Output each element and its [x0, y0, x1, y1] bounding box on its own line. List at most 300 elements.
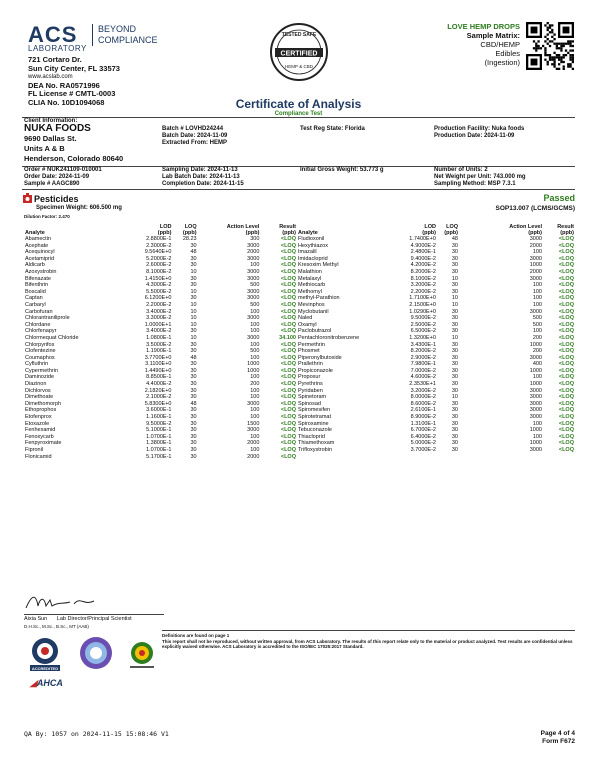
- result-value: <LOQ: [558, 440, 574, 447]
- action-level-value: 1000: [529, 367, 542, 374]
- result-value: <LOQ: [280, 282, 296, 289]
- analyte-name: Dichlorvos: [25, 387, 51, 394]
- result-value: <LOQ: [558, 414, 574, 421]
- table-row: [297, 394, 575, 401]
- loq-value: 10: [451, 334, 458, 341]
- col-analyte: Analyte: [298, 230, 318, 236]
- sample-number: Sample # AAGC890: [24, 181, 80, 187]
- lod-value: 1.4490E+0: [144, 367, 172, 374]
- loq-value: 30: [190, 328, 197, 335]
- table-row: [24, 276, 297, 283]
- analyte-name: Abamectin: [25, 236, 51, 242]
- loq-value: 10: [451, 295, 458, 302]
- results-table-right: [297, 224, 575, 454]
- result-value: <LOQ: [280, 361, 296, 368]
- table-header: [24, 224, 297, 236]
- logo-tagline: [92, 24, 158, 46]
- signature-line: [24, 614, 164, 615]
- action-level-value: 100: [250, 407, 260, 414]
- result-value: <LOQ: [558, 407, 574, 414]
- dilution-factor: Dilution Factor: 2.470: [24, 214, 70, 219]
- action-level-value: 2000: [247, 453, 260, 460]
- product-name: LOVE HEMP DROPS: [447, 22, 520, 31]
- lod-value: 2.6000E-2: [146, 262, 172, 269]
- loq-value: 30: [190, 282, 197, 289]
- loq-value: 10: [190, 321, 197, 328]
- loq-value: 30: [451, 354, 458, 361]
- page-number: Page 4 of 4: [540, 730, 575, 737]
- order-number: Order # NUK241109-010001: [24, 167, 102, 173]
- analyte-name: Acequinocyl: [25, 249, 55, 256]
- analyte-name: Paclobutrazol: [298, 328, 332, 335]
- action-level-value: 100: [250, 354, 260, 361]
- lod-value: 7.0000E-2: [410, 367, 436, 374]
- lod-value: 3.2000E-2: [410, 282, 436, 289]
- action-level-value: 100: [532, 420, 542, 427]
- table-row: [297, 322, 575, 329]
- loq-value: 30: [190, 447, 197, 453]
- loq-value: 48: [190, 354, 197, 361]
- table-row: [24, 282, 297, 289]
- analyte-name: Fenoxycarb: [25, 433, 54, 440]
- lod-value: 6.7000E-2: [410, 427, 436, 434]
- action-level-value: 3000: [529, 407, 542, 414]
- seal-text: CERTIFIED: [280, 50, 318, 58]
- action-level-value: 500: [250, 348, 260, 355]
- analyte-name: Spiroxamine: [298, 420, 329, 427]
- lod-value: 6.1200E+0: [144, 295, 172, 302]
- analyte-name: Permethrin: [298, 341, 325, 348]
- loq-value: 30: [451, 308, 458, 315]
- definitions-note: Definitions are found on page 1: [162, 633, 230, 638]
- table-row: [297, 295, 575, 302]
- table-row: [297, 414, 575, 421]
- lod-value: 9.5000E-2: [146, 420, 172, 427]
- lod-value: 2.2000E-2: [146, 301, 172, 308]
- analyte-name: Thiamethoxam: [298, 440, 335, 447]
- result-value: <LOQ: [280, 348, 296, 355]
- action-level-value: 3000: [247, 315, 260, 322]
- ahca-mark-icon: ◢: [30, 678, 37, 688]
- loq-value: 28.23: [182, 236, 197, 242]
- table-row: [24, 309, 297, 316]
- table-row: [297, 434, 575, 441]
- loq-value: 10: [190, 315, 197, 322]
- production-date: Production Date: 2024-11-09: [434, 133, 515, 139]
- analyte-name: Fenhexamid: [25, 427, 56, 434]
- col-action-level: Action Level (ppb): [226, 224, 260, 236]
- analyte-name: Pyrethrins: [298, 381, 323, 388]
- action-level-value: 500: [250, 301, 260, 308]
- result-value: <LOQ: [558, 341, 574, 348]
- table-row: [24, 401, 297, 408]
- action-level-value: 3000: [247, 255, 260, 262]
- result-value: <LOQ: [558, 236, 574, 242]
- signer-credentials: D.H.Sc., M.Sc., B.Sc., MT (AAB): [24, 624, 89, 629]
- loq-value: 30: [190, 427, 197, 434]
- client-addr3: Henderson, Colorado 80640: [24, 154, 124, 163]
- table-row: [24, 414, 297, 421]
- test-reg-state: Test Reg State: Florida: [300, 126, 365, 132]
- action-level-value: 3000: [529, 414, 542, 421]
- table-row: [24, 394, 297, 401]
- extracted-from: Extracted From: HEMP: [162, 140, 228, 146]
- table-row: [297, 421, 575, 428]
- analyte-name: Azoxystrobin: [25, 268, 57, 275]
- analyte-name: Cypermethrin: [25, 367, 59, 374]
- signature-block: [24, 616, 132, 630]
- form-number: Form F672: [542, 737, 575, 745]
- table-row: [297, 249, 575, 256]
- certification-logo-icon: [79, 636, 113, 670]
- loq-value: 30: [451, 321, 458, 328]
- address-line2: Sun City Center, FL 33573: [28, 63, 120, 73]
- accreditation-badge-icon: [28, 636, 62, 674]
- table-row: [24, 348, 297, 355]
- analyte-name: Methiocarb: [298, 282, 326, 289]
- loq-value: 10: [451, 301, 458, 308]
- analyte-name: Carbaryl: [25, 301, 46, 308]
- lod-value: 5.1700E-1: [146, 453, 172, 460]
- analyte-name: Boscalid: [25, 288, 46, 295]
- loq-value: 30: [190, 394, 197, 401]
- result-value: <LOQ: [280, 315, 296, 322]
- result-value: <LOQ: [280, 381, 296, 388]
- lod-value: 5.2000E-2: [146, 255, 172, 262]
- result-value: <LOQ: [280, 268, 296, 275]
- lod-value: 3.4300E-1: [410, 341, 436, 348]
- lod-value: 5.8300E+0: [144, 400, 172, 407]
- result-value: <LOQ: [558, 328, 574, 335]
- lod-value: 1.0000E+1: [144, 321, 172, 328]
- lod-value: 1.7400E+0: [409, 236, 436, 242]
- client-addr1: 9690 Dallas St.: [24, 134, 77, 143]
- analyte-name: Chlordane: [25, 321, 51, 328]
- result-value: <LOQ: [280, 433, 296, 440]
- table-row: [297, 289, 575, 296]
- lod-value: 8.1000E-2: [410, 275, 436, 282]
- lod-value: 3.2000E-2: [410, 387, 436, 394]
- col-analyte: Analyte: [25, 230, 45, 236]
- col-lod: LOD (ppb): [157, 224, 172, 236]
- loq-value: 30: [190, 262, 197, 269]
- seal-ring-text: TESTED SAFE: [281, 32, 317, 38]
- analyte-name: Pentachloronitrobenzene: [298, 334, 360, 341]
- lod-value: 1.0700E-1: [146, 447, 172, 453]
- table-row: [297, 447, 575, 454]
- col-result: Result (ppb): [557, 224, 574, 236]
- loq-value: 30: [451, 374, 458, 381]
- loq-value: 30: [451, 387, 458, 394]
- result-value: <LOQ: [558, 394, 574, 401]
- qr-code-icon[interactable]: [526, 22, 574, 70]
- loq-value: 30: [451, 282, 458, 289]
- table-row: [24, 269, 297, 276]
- result-value: <LOQ: [280, 453, 296, 460]
- table-row: [297, 401, 575, 408]
- table-row: [297, 256, 575, 263]
- table-row: [24, 256, 297, 263]
- sampling-method: Sampling Method: MSP 7.3.1: [434, 181, 516, 187]
- lab-batch-date: Lab Batch Date: 2024-11-13: [162, 174, 240, 180]
- acs-logo: ACS: [28, 22, 78, 47]
- loq-value: 30: [190, 255, 197, 262]
- table-row: [24, 454, 297, 461]
- lod-value: 1.3200E+0: [409, 334, 436, 341]
- table-header: [297, 224, 575, 236]
- completion-date: Completion Date: 2024-11-15: [162, 181, 244, 187]
- table-row: [297, 342, 575, 349]
- action-level-value: 3000: [529, 236, 542, 242]
- table-row: [24, 447, 297, 454]
- lod-value: 8.2000E-2: [410, 268, 436, 275]
- table-row: [24, 361, 297, 368]
- result-value: <LOQ: [558, 282, 574, 289]
- batch-number: Batch # LOVHD24244: [162, 126, 224, 132]
- sample-header: [396, 22, 520, 67]
- analyte-name: Diazinon: [25, 381, 47, 388]
- state-agency-logo-icon: [127, 640, 157, 670]
- action-level-value: 3000: [529, 275, 542, 282]
- lod-value: 8.6000E-2: [410, 400, 436, 407]
- lod-value: 5.0000E-2: [410, 440, 436, 447]
- loq-value: 30: [190, 420, 197, 427]
- result-value: <LOQ: [280, 427, 296, 434]
- analyte-name: Mevinphos: [298, 301, 325, 308]
- result-value: <LOQ: [280, 447, 296, 453]
- analyte-name: Dimethoate: [25, 394, 54, 401]
- result-value: <LOQ: [280, 242, 296, 249]
- col-action-level: Action Level (ppb): [509, 224, 542, 236]
- result-value: <LOQ: [280, 374, 296, 381]
- analyte-name: Dimethomorph: [25, 400, 62, 407]
- analyte-name: Acetamiprid: [25, 255, 55, 262]
- action-level-value: 100: [532, 301, 542, 308]
- loq-value: 30: [190, 275, 197, 282]
- lod-value: 4.9000E-2: [410, 242, 436, 249]
- table-row: [24, 335, 297, 342]
- table-row: [297, 276, 575, 283]
- analyte-name: Phosmet: [298, 348, 320, 355]
- analyte-name: Prallethrin: [298, 361, 323, 368]
- action-level-value: 100: [532, 328, 542, 335]
- table-row: [297, 269, 575, 276]
- analyte-name: Chlorfenapyr: [25, 328, 57, 335]
- lod-value: 2.8800E-1: [146, 236, 172, 242]
- result-value: <LOQ: [558, 374, 574, 381]
- loq-value: 30: [451, 328, 458, 335]
- lod-value: 8.0000E-2: [410, 394, 436, 401]
- loq-value: 30: [451, 381, 458, 388]
- analyte-name: Spinetoram: [298, 394, 327, 401]
- lod-value: 3.7700E+0: [144, 354, 172, 361]
- analyte-name: Cyfluthrin: [25, 361, 49, 368]
- lod-value: 2.6100E-1: [410, 407, 436, 414]
- net-weight: Net Weight per Unit: 743.000 mg: [434, 174, 526, 180]
- result-value: <LOQ: [280, 407, 296, 414]
- clia-number: CLIA No. 10D1094068: [28, 97, 105, 107]
- page-title: Certificate of Analysis: [235, 97, 362, 111]
- sampling-date: Sampling Date: 2024-11-13: [162, 167, 238, 173]
- sample-matrix-label: Sample Matrix:: [466, 31, 520, 40]
- analyte-name: Fludioxonil: [298, 236, 325, 242]
- analyte-name: Bifenazate: [25, 275, 51, 282]
- result-value: <LOQ: [558, 242, 574, 249]
- loq-value: 10: [190, 334, 197, 341]
- action-level-value: 100: [532, 249, 542, 256]
- sample-matrix-2: Edibles: [495, 49, 520, 58]
- result-value: <LOQ: [558, 295, 574, 302]
- action-level-value: 1000: [247, 367, 260, 374]
- table-row: [24, 434, 297, 441]
- batch-info: [162, 126, 227, 147]
- result-value: <LOQ: [280, 288, 296, 295]
- action-level-value: 200: [250, 381, 260, 388]
- result-value: <LOQ: [558, 361, 574, 368]
- divider: [22, 117, 575, 118]
- lod-value: 4.6000E-2: [410, 374, 436, 381]
- table-row: [24, 249, 297, 256]
- analyte-name: Trifloxystrobin: [298, 447, 333, 453]
- action-level-value: 100: [532, 288, 542, 295]
- table-row: [24, 243, 297, 250]
- action-level-value: 500: [250, 282, 260, 289]
- lod-value: 2.1820E+0: [144, 387, 172, 394]
- client-addr2: Units A & B: [24, 144, 65, 153]
- action-level-value: 2000: [247, 249, 260, 256]
- table-row: [24, 440, 297, 447]
- analyte-name: Carbofuran: [25, 308, 53, 315]
- action-level-value: 3000: [529, 400, 542, 407]
- acs-logo-sub: LABORATORY: [28, 44, 87, 53]
- analyte-name: Chlorantraniliprole: [25, 315, 70, 322]
- loq-value: 30: [451, 262, 458, 269]
- table-row: [24, 289, 297, 296]
- lod-value: 2.5000E-2: [410, 321, 436, 328]
- result-value: <LOQ: [280, 308, 296, 315]
- results-table-left: [24, 224, 297, 460]
- lod-value: 2.9000E-2: [410, 354, 436, 361]
- loq-value: 30: [451, 341, 458, 348]
- loq-value: 30: [190, 348, 197, 355]
- analyte-name: Myclobutanil: [298, 308, 329, 315]
- status-badge: Passed: [543, 193, 575, 203]
- result-value: <LOQ: [558, 400, 574, 407]
- action-level-value: 3000: [529, 387, 542, 394]
- table-row: [297, 374, 575, 381]
- table-row: [297, 440, 575, 447]
- action-level-value: 400: [532, 361, 542, 368]
- website-link[interactable]: www.acslab.com: [28, 74, 73, 80]
- action-level-value: 3000: [247, 242, 260, 249]
- result-value: <LOQ: [558, 301, 574, 308]
- table-row: [297, 262, 575, 269]
- lod-value: 8.9000E-2: [410, 414, 436, 421]
- table-row: [24, 262, 297, 269]
- lod-value: 1.3800E-1: [146, 440, 172, 447]
- loq-value: 30: [451, 420, 458, 427]
- table-row: [24, 322, 297, 329]
- action-level-value: 1000: [529, 381, 542, 388]
- loq-value: 30: [451, 361, 458, 368]
- batch-date: Batch Date: 2024-11-09: [162, 133, 228, 139]
- lod-value: 1.4150E+0: [144, 275, 172, 282]
- action-level-value: 100: [250, 328, 260, 335]
- lod-value: 3.7000E-2: [410, 447, 436, 453]
- lod-value: 3.3000E-2: [146, 315, 172, 322]
- certified-seal-icon: [269, 22, 329, 82]
- seal-bottom-text: HEMP & CBD: [285, 64, 313, 69]
- result-value: <LOQ: [558, 427, 574, 434]
- loq-value: 30: [190, 381, 197, 388]
- action-level-value: 100: [250, 447, 260, 453]
- action-level-value: 3000: [529, 308, 542, 315]
- analyte-name: Aldicarb: [25, 262, 45, 269]
- action-level-value: 100: [250, 308, 260, 315]
- dea-number: DEA No. RA0571996: [28, 80, 100, 90]
- action-level-value: 3000: [247, 295, 260, 302]
- table-row: [297, 388, 575, 395]
- loq-value: 30: [451, 249, 458, 256]
- result-value: <LOQ: [558, 288, 574, 295]
- analyte-name: Chlorpyrifos: [25, 341, 55, 348]
- unit-info: [434, 167, 526, 188]
- analyte-name: Acephate: [25, 242, 49, 249]
- action-level-value: 3000: [529, 394, 542, 401]
- loq-value: 30: [451, 433, 458, 440]
- analyte-name: Kresoxim Methyl: [298, 262, 339, 269]
- client-name: NUKA FOODS: [24, 123, 91, 134]
- result-value: 34.100: [279, 334, 296, 341]
- specimen-weight: Specimen Weight: 606.500 mg: [36, 205, 122, 211]
- lod-value: 8.1000E-2: [146, 268, 172, 275]
- analyte-name: Fipronil: [25, 447, 44, 453]
- result-value: <LOQ: [280, 420, 296, 427]
- footer-notes: [162, 633, 582, 650]
- loq-value: 30: [451, 348, 458, 355]
- table-row: [297, 243, 575, 250]
- analyte-name: Etofenprox: [25, 414, 52, 421]
- action-level-value: 100: [532, 374, 542, 381]
- result-value: <LOQ: [558, 315, 574, 322]
- result-value: <LOQ: [558, 262, 574, 269]
- order-date: Order Date: 2024-11-09: [24, 174, 90, 180]
- action-level-value: 2000: [529, 242, 542, 249]
- lod-value: 4.4000E-2: [146, 381, 172, 388]
- loq-value: 30: [190, 407, 197, 414]
- logo-tagline-2: COMPLIANCE: [98, 35, 158, 45]
- analyte-name: Daminozide: [25, 374, 55, 381]
- result-value: <LOQ: [558, 275, 574, 282]
- table-row: [297, 381, 575, 388]
- action-level-value: 3000: [529, 354, 542, 361]
- table-row: [297, 315, 575, 322]
- result-value: <LOQ: [280, 301, 296, 308]
- table-row: [297, 282, 575, 289]
- lod-value: 4.3000E-2: [146, 282, 172, 289]
- action-level-value: 200: [532, 348, 542, 355]
- analyte-name: Clofentezine: [25, 348, 56, 355]
- analyte-name: Chlormequat Chloride: [25, 334, 79, 341]
- result-value: <LOQ: [558, 447, 574, 453]
- ahca-logo: [30, 678, 63, 689]
- table-row: [24, 381, 297, 388]
- analyte-name: Pyridaben: [298, 387, 323, 394]
- table-row: [24, 355, 297, 362]
- table-row: [24, 342, 297, 349]
- action-level-value: 1000: [529, 262, 542, 269]
- qa-stamp: QA By: 1057 on 2024-11-15 15:08:46 V1: [24, 730, 169, 738]
